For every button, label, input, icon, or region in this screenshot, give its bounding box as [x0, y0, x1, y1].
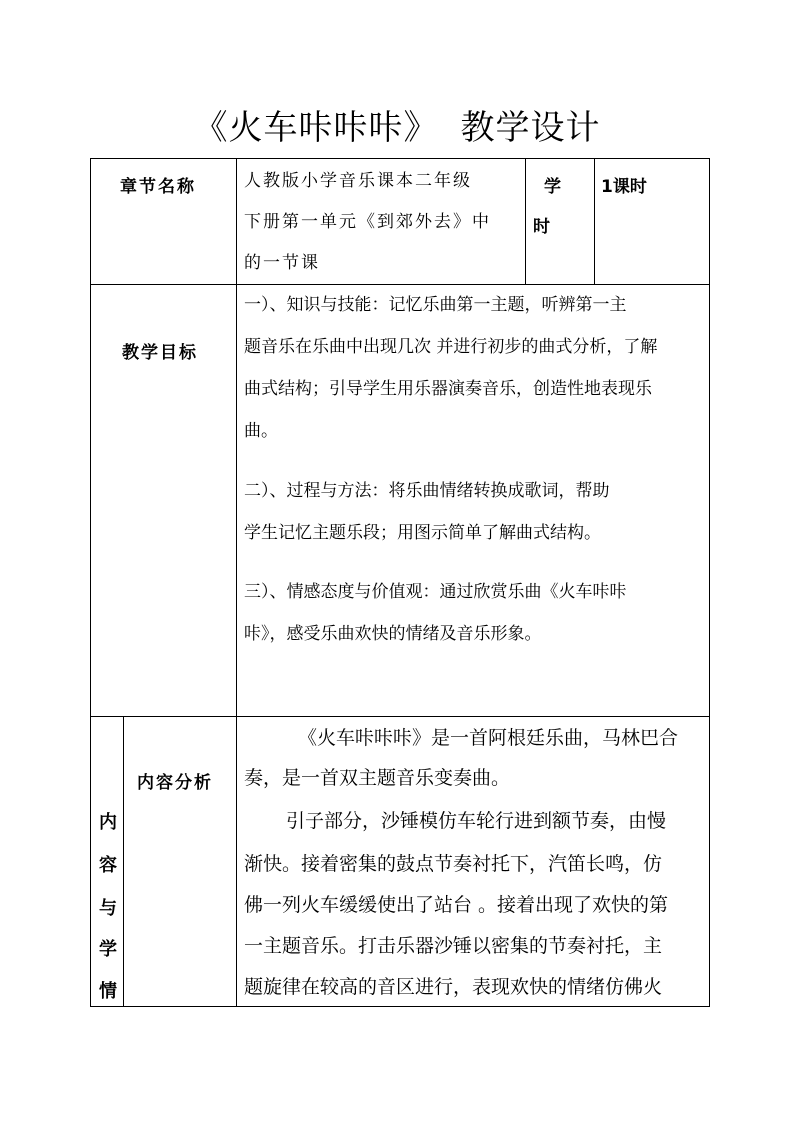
- content-line-6: 一主题音乐。打击乐器沙锤以密集的节奏衬托，主: [244, 935, 663, 957]
- chapter-line-3: 的一节课: [244, 253, 320, 273]
- content-line-1: 《火车咔咔咔》是一首阿根廷乐曲，马林巴合: [298, 727, 679, 749]
- goals-line-3: 曲式结构；引导学生用乐器演奏音乐，创造性地表现乐: [244, 379, 652, 399]
- goals-line-2: 题音乐在乐曲中出现几次 并进行初步的曲式分析，了解: [244, 337, 658, 357]
- content-line-2: 奏，是一首双主题音乐变奏曲。: [244, 767, 511, 789]
- cell-content-label: [123, 716, 236, 1007]
- chapter-line-1: 人教版小学音乐课本二年级: [244, 171, 472, 191]
- goals-line-4: 曲。: [244, 421, 278, 441]
- page-title: [0, 104, 794, 152]
- outer-label-char-3: 与: [99, 898, 117, 919]
- outer-label-char-4: 学: [99, 939, 117, 960]
- content-line-5: 佛一列火车缓缓使出了站台 。接着出现了欢快的第: [244, 894, 669, 916]
- goals-line-8: 咔》，感受乐曲欢快的情绪及音乐形象。: [244, 624, 542, 644]
- hours-label-1: 学: [544, 177, 563, 197]
- goals-line-6: 学生记忆主题乐段；用图示简单了解曲式结构。: [244, 523, 601, 543]
- hours-label-2: 时: [533, 217, 552, 237]
- goals-line-5: 二）、过程与方法：将乐曲情绪转换成歌词，帮助: [244, 481, 610, 501]
- content-line-7: 题旋律在较高的音区进行，表现欢快的情绪仿佛火: [244, 976, 663, 998]
- chapter-line-2: 下册第一单元《到郊外去》中: [244, 212, 491, 232]
- outer-label-char-1: 内: [99, 812, 117, 833]
- goals-line-1: 一）、知识与技能：记忆乐曲第一主题，听辨第一主: [244, 295, 627, 315]
- content-line-3: 引子部分，沙锤模仿车轮行进到额节奏，由慢: [286, 810, 667, 832]
- goals-line-7: 三）、情感态度与价值观：通过欣赏乐曲《火车咔咔: [244, 582, 627, 602]
- title-main: 《火车咔咔咔》: [193, 108, 439, 148]
- content-line-4: 渐快。接着密集的鼓点节奏衬托下，汽笛长鸣，仿: [244, 853, 663, 875]
- content-label: 内容分析: [137, 773, 213, 793]
- title-sub: 教学设计: [460, 108, 601, 148]
- hours-value: 1课时: [601, 177, 647, 197]
- goals-label: 教学目标: [122, 343, 198, 363]
- outer-label-char-5: 情: [99, 981, 117, 1002]
- outer-label-char-2: 容: [99, 855, 117, 876]
- table-border-right: [709, 158, 710, 1007]
- chapter-label: 章节名称: [120, 177, 196, 197]
